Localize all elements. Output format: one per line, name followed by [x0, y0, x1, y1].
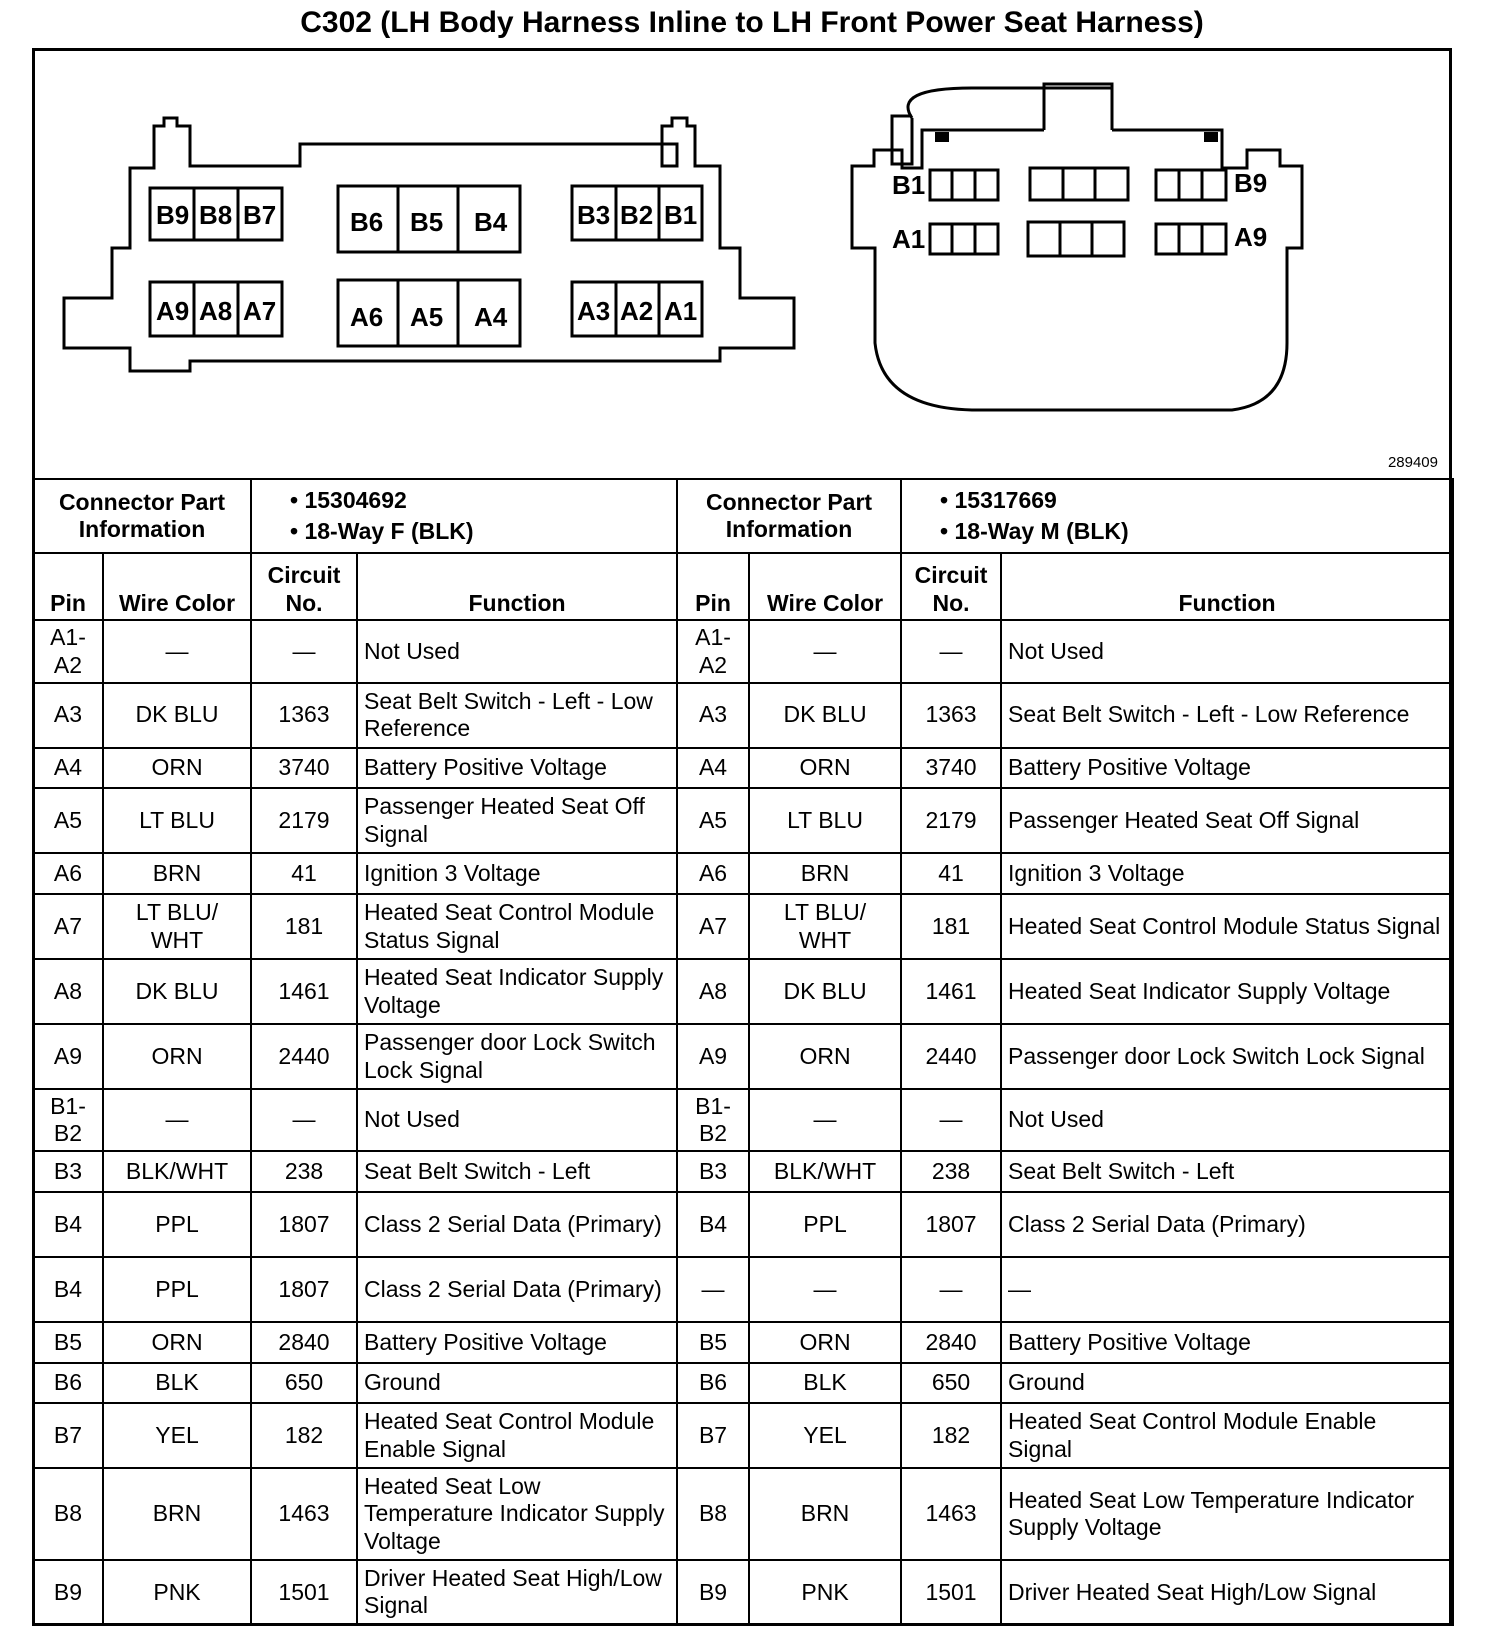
table-row: [33, 1192, 1453, 1257]
wire-color-cell-right: BRN: [749, 853, 901, 894]
function-cell-right: Seat Belt Switch - Left - Low Reference: [1001, 683, 1453, 748]
pin-cell-left: B7: [33, 1403, 103, 1468]
wire-color-cell-left: BRN: [103, 853, 251, 894]
header-row: [33, 553, 1453, 620]
table-row: [33, 683, 1453, 748]
circuit-cell-right: —: [901, 1257, 1001, 1322]
function-cell-left: Heated Seat Low Temperature Indicator Supply Voltage: [357, 1468, 677, 1559]
circuit-cell-left: 182: [251, 1403, 357, 1468]
circuit-cell-left: 1501: [251, 1560, 357, 1625]
pin-label-a5: A5: [410, 302, 444, 332]
pin-cell-left: B3: [33, 1151, 103, 1192]
pin-label-a1: A1: [664, 296, 698, 326]
table-row: [33, 1468, 1453, 1559]
function-cell-right: Battery Positive Voltage: [1001, 748, 1453, 789]
wire-color-cell-left: LT BLU/ WHT: [103, 894, 251, 959]
table-row: [33, 1322, 1453, 1363]
wire-color-cell-right: BLK: [749, 1363, 901, 1404]
pin-cell-left: B5: [33, 1322, 103, 1363]
function-cell-left: Battery Positive Voltage: [357, 1322, 677, 1363]
pin-label-b3: B3: [577, 200, 611, 230]
circuit-cell-right: 41: [901, 853, 1001, 894]
function-cell-left: Passenger Heated Seat Off Signal: [357, 788, 677, 853]
circuit-cell-right: 650: [901, 1363, 1001, 1404]
connector-drawing: [32, 48, 1452, 478]
circuit-cell-right: 1807: [901, 1192, 1001, 1257]
wire-color-cell-right: ORN: [749, 748, 901, 789]
function-cell-right: Passenger door Lock Switch Lock Signal: [1001, 1024, 1453, 1089]
wire-color-cell-right: DK BLU: [749, 959, 901, 1024]
wire-color-cell-right: BLK/WHT: [749, 1151, 901, 1192]
pin-label-a2: A2: [620, 296, 654, 326]
function-cell-right: Seat Belt Switch - Left: [1001, 1151, 1453, 1192]
pin-cell-left: B1-B2: [33, 1089, 103, 1151]
circuit-cell-right: 2440: [901, 1024, 1001, 1089]
header-wire-color-left: Wire Color: [103, 553, 251, 620]
right-pin-label-b9: B9: [1234, 168, 1268, 198]
wire-color-cell-right: ORN: [749, 1024, 901, 1089]
circuit-cell-left: 1463: [251, 1468, 357, 1559]
function-cell-right: Not Used: [1001, 1089, 1453, 1151]
function-cell-left: Battery Positive Voltage: [357, 748, 677, 789]
function-cell-left: Passenger door Lock Switch Lock Signal: [357, 1024, 677, 1089]
right-pin-label-b1: B1: [892, 170, 926, 200]
function-cell-left: Ignition 3 Voltage: [357, 853, 677, 894]
part-type-left: • 18-Way F (BLK): [290, 518, 474, 545]
function-cell-left: Class 2 Serial Data (Primary): [357, 1192, 677, 1257]
pin-cell-right: A8: [677, 959, 749, 1024]
pin-cell-right: B8: [677, 1468, 749, 1559]
function-cell-right: Heated Seat Control Module Status Signal: [1001, 894, 1453, 959]
wire-color-cell-right: —: [749, 620, 901, 682]
pin-cell-left: A9: [33, 1024, 103, 1089]
pin-cell-right: A1-A2: [677, 620, 749, 682]
header-circuit-right: Circuit No.: [901, 553, 1001, 620]
function-cell-left: Heated Seat Control Module Status Signal: [357, 894, 677, 959]
circuit-cell-left: 1363: [251, 683, 357, 748]
wire-color-cell-left: —: [103, 620, 251, 682]
circuit-cell-left: 3740: [251, 748, 357, 789]
header-function-left: Function: [357, 553, 677, 620]
pin-cell-right: B9: [677, 1560, 749, 1625]
pin-label-b2: B2: [620, 200, 654, 230]
page-title: C302 (LH Body Harness Inline to LH Front Power Seat Harness): [300, 6, 1204, 39]
table-row: [33, 1257, 1453, 1322]
pin-label-a7: A7: [243, 296, 277, 326]
function-cell-left: Seat Belt Switch - Left: [357, 1151, 677, 1192]
pin-cell-right: B1-B2: [677, 1089, 749, 1151]
circuit-cell-right: 2840: [901, 1322, 1001, 1363]
circuit-cell-left: 650: [251, 1363, 357, 1404]
wire-color-cell-left: BLK: [103, 1363, 251, 1404]
part-type-right: • 18-Way M (BLK): [940, 518, 1129, 545]
function-cell-right: Passenger Heated Seat Off Signal: [1001, 788, 1453, 853]
figure-id: 289409: [1387, 454, 1438, 471]
right-pin-label-a1: A1: [892, 224, 926, 254]
circuit-cell-right: 238: [901, 1151, 1001, 1192]
function-cell-left: Driver Heated Seat High/Low Signal: [357, 1560, 677, 1625]
circuit-cell-right: —: [901, 1089, 1001, 1151]
pin-cell-left: A4: [33, 748, 103, 789]
wire-color-cell-right: ORN: [749, 1322, 901, 1363]
wire-color-cell-right: —: [749, 1089, 901, 1151]
wire-color-cell-left: LT BLU: [103, 788, 251, 853]
circuit-cell-left: 181: [251, 894, 357, 959]
pin-cell-left: A6: [33, 853, 103, 894]
wire-color-cell-left: DK BLU: [103, 683, 251, 748]
pin-cell-right: B6: [677, 1363, 749, 1404]
circuit-cell-right: 182: [901, 1403, 1001, 1468]
pin-label-b4: B4: [474, 207, 508, 237]
circuit-cell-right: 1501: [901, 1560, 1001, 1625]
wire-color-cell-left: —: [103, 1089, 251, 1151]
circuit-cell-left: —: [251, 620, 357, 682]
function-cell-left: Class 2 Serial Data (Primary): [357, 1257, 677, 1322]
pin-cell-right: A3: [677, 683, 749, 748]
pin-cell-left: A8: [33, 959, 103, 1024]
part-number-left: • 15304692: [290, 486, 407, 513]
pin-label-b1: B1: [664, 200, 698, 230]
function-cell-left: Heated Seat Control Module Enable Signal: [357, 1403, 677, 1468]
wire-color-cell-left: ORN: [103, 1322, 251, 1363]
circuit-cell-left: 2179: [251, 788, 357, 853]
connector-part-label-left: Connector Part Information: [33, 479, 251, 553]
wire-color-cell-left: PNK: [103, 1560, 251, 1625]
wire-color-cell-right: DK BLU: [749, 683, 901, 748]
pin-cell-left: A1-A2: [33, 620, 103, 682]
header-function-right: Function: [1001, 553, 1453, 620]
pin-label-b7: B7: [243, 200, 277, 230]
right-pin-label-a9: A9: [1234, 222, 1268, 252]
pin-cell-right: —: [677, 1257, 749, 1322]
function-cell-right: Heated Seat Low Temperature Indicator Supply Voltage: [1001, 1468, 1453, 1559]
connector-parts-right: [901, 479, 1453, 553]
function-cell-right: —: [1001, 1257, 1453, 1322]
function-cell-left: Not Used: [357, 1089, 677, 1151]
circuit-cell-left: 1807: [251, 1257, 357, 1322]
circuit-cell-left: 238: [251, 1151, 357, 1192]
circuit-cell-right: 1463: [901, 1468, 1001, 1559]
table-row: [33, 1024, 1453, 1089]
wire-color-cell-left: BRN: [103, 1468, 251, 1559]
function-cell-right: Ground: [1001, 1363, 1453, 1404]
circuit-cell-right: 1363: [901, 683, 1001, 748]
pin-cell-left: B4: [33, 1257, 103, 1322]
pin-cell-right: B7: [677, 1403, 749, 1468]
header-wire-color-right: Wire Color: [749, 553, 901, 620]
wire-color-cell-left: YEL: [103, 1403, 251, 1468]
function-cell-left: Seat Belt Switch - Left - Low Reference: [357, 683, 677, 748]
connector-parts-left: [251, 479, 677, 553]
header-pin-right: Pin: [677, 553, 749, 620]
circuit-cell-right: 1461: [901, 959, 1001, 1024]
pinout-table: [32, 478, 1454, 1626]
pin-cell-right: A5: [677, 788, 749, 853]
wire-color-cell-left: DK BLU: [103, 959, 251, 1024]
table-row: [33, 1403, 1453, 1468]
circuit-cell-left: 41: [251, 853, 357, 894]
function-cell-right: Battery Positive Voltage: [1001, 1322, 1453, 1363]
wire-color-cell-right: BRN: [749, 1468, 901, 1559]
pin-cell-left: B6: [33, 1363, 103, 1404]
table-row: [33, 1363, 1453, 1404]
table-row: [33, 620, 1453, 682]
table-row: [33, 959, 1453, 1024]
pin-cell-right: A4: [677, 748, 749, 789]
wire-color-cell-right: LT BLU/ WHT: [749, 894, 901, 959]
left-connector-outline: [64, 118, 794, 371]
wire-color-cell-right: —: [749, 1257, 901, 1322]
circuit-cell-left: 2440: [251, 1024, 357, 1089]
function-cell-right: Driver Heated Seat High/Low Signal: [1001, 1560, 1453, 1625]
circuit-cell-left: 1461: [251, 959, 357, 1024]
pin-cell-right: A7: [677, 894, 749, 959]
header-pin-left: Pin: [33, 553, 103, 620]
pin-cell-left: B9: [33, 1560, 103, 1625]
part-number-right: • 15317669: [940, 486, 1057, 513]
pin-label-a6: A6: [350, 302, 384, 332]
pin-cell-left: A5: [33, 788, 103, 853]
function-cell-right: Heated Seat Control Module Enable Signal: [1001, 1403, 1453, 1468]
wire-color-cell-left: PPL: [103, 1257, 251, 1322]
wire-color-cell-right: PPL: [749, 1192, 901, 1257]
pin-cell-right: B3: [677, 1151, 749, 1192]
circuit-cell-left: 2840: [251, 1322, 357, 1363]
function-cell-left: Heated Seat Indicator Supply Voltage: [357, 959, 677, 1024]
pin-cell-left: B4: [33, 1192, 103, 1257]
wire-color-cell-right: YEL: [749, 1403, 901, 1468]
pin-cell-left: A3: [33, 683, 103, 748]
pin-label-a8: A8: [199, 296, 233, 326]
table-row: [33, 1089, 1453, 1151]
table-row: [33, 1151, 1453, 1192]
connector-info-row: [33, 479, 1453, 553]
table-row: [33, 748, 1453, 789]
pin-cell-right: A9: [677, 1024, 749, 1089]
pin-cell-left: B8: [33, 1468, 103, 1559]
function-cell-left: Not Used: [357, 620, 677, 682]
wire-color-cell-left: ORN: [103, 748, 251, 789]
pin-label-b9: B9: [156, 200, 190, 230]
wire-color-cell-left: BLK/WHT: [103, 1151, 251, 1192]
pin-label-a4: A4: [474, 302, 508, 332]
pin-label-b5: B5: [410, 207, 444, 237]
pin-cell-left: A7: [33, 894, 103, 959]
pin-cell-right: B5: [677, 1322, 749, 1363]
table-row: [33, 853, 1453, 894]
pinout-rows: [33, 620, 1453, 1625]
function-cell-right: Heated Seat Indicator Supply Voltage: [1001, 959, 1453, 1024]
function-cell-right: Ignition 3 Voltage: [1001, 853, 1453, 894]
pin-cell-right: B4: [677, 1192, 749, 1257]
connector-diagram: [32, 48, 1452, 478]
pin-label-b6: B6: [350, 207, 384, 237]
function-cell-left: Ground: [357, 1363, 677, 1404]
circuit-cell-left: 1807: [251, 1192, 357, 1257]
pin-label-a9: A9: [156, 296, 190, 326]
circuit-cell-right: 3740: [901, 748, 1001, 789]
pin-label-b8: B8: [199, 200, 233, 230]
wire-color-cell-left: ORN: [103, 1024, 251, 1089]
table-row: [33, 1560, 1453, 1625]
function-cell-right: Class 2 Serial Data (Primary): [1001, 1192, 1453, 1257]
wire-color-cell-right: LT BLU: [749, 788, 901, 853]
pin-cell-right: A6: [677, 853, 749, 894]
pin-label-a3: A3: [577, 296, 611, 326]
table-row: [33, 788, 1453, 853]
header-circuit-left: Circuit No.: [251, 553, 357, 620]
circuit-cell-right: —: [901, 620, 1001, 682]
circuit-cell-right: 2179: [901, 788, 1001, 853]
wire-color-cell-right: PNK: [749, 1560, 901, 1625]
connector-part-label-right: Connector Part Information: [677, 479, 901, 553]
table-row: [33, 894, 1453, 959]
circuit-cell-right: 181: [901, 894, 1001, 959]
wire-color-cell-left: PPL: [103, 1192, 251, 1257]
function-cell-right: Not Used: [1001, 620, 1453, 682]
circuit-cell-left: —: [251, 1089, 357, 1151]
